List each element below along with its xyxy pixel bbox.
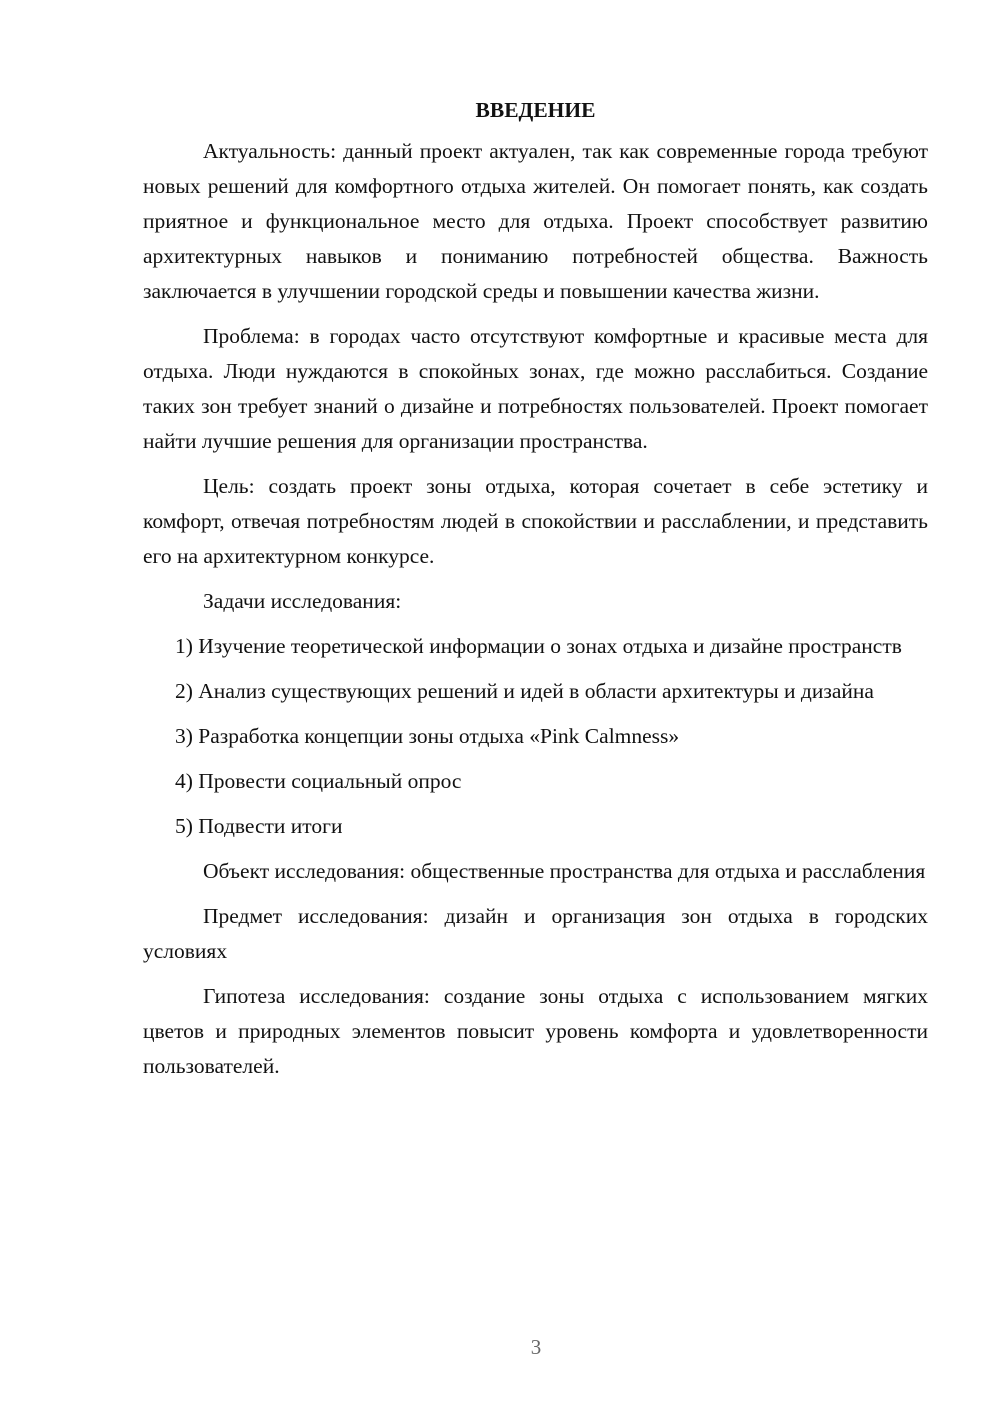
paragraph-tasks-heading: Задачи исследования: bbox=[203, 589, 402, 613]
list-item: 2) Анализ существующих решений и идей в области архитектуры и дизайна bbox=[175, 679, 874, 703]
paragraph-relevance: Актуальность: данный проект актуален, так как современные города требуют новых решений для комфортного отдыха жителей. Он помогает понять, как создать приятное и функциональное место для отдыха. Проект способствует развитию архитектурных навыков и пониманию потребностей общества. Важность заключается в улучшении городской среды и повышении качества жизни. bbox=[143, 139, 928, 303]
paragraph-hypothesis: Гипотеза исследования: создание зоны отдыха с использованием мягких цветов и природных элементов повысит уровень комфорта и удовлетворенности пользователей. bbox=[143, 984, 928, 1078]
paragraph-object: Объект исследования: общественные пространства для отдыха и расслабления bbox=[203, 859, 926, 883]
paragraph-problem: Проблема: в городах часто отсутствуют комфортные и красивые места для отдыха. Люди нуждаются в спокойных зонах, где можно расслабиться. Создание таких зон требует знаний о дизайне и потребностях пользователей. Проект помогает найти лучшие решения для организации пространства. bbox=[143, 324, 928, 453]
list-item: 5) Подвести итоги bbox=[175, 814, 343, 838]
paragraph-subject: Предмет исследования: дизайн и организация зон отдыха в городских условиях bbox=[143, 904, 928, 963]
list-item: 3) Разработка концепции зоны отдыха «Pink Calmness» bbox=[175, 724, 680, 748]
page-content bbox=[143, 93, 928, 1094]
paragraph-goal: Цель: создать проект зоны отдыха, которая сочетает в себе эстетику и комфорт, отвечая потребностям людей в спокойствии и расслаблении, и представить его на архитектурном конкурсе. bbox=[143, 474, 928, 568]
page-number: 3 bbox=[530, 1335, 542, 1359]
list-item: 4) Провести социальный опрос bbox=[175, 769, 462, 793]
section-title: ВВЕДЕНИЕ bbox=[475, 98, 596, 122]
list-item: 1) Изучение теоретической информации о зонах отдыха и дизайне пространств bbox=[175, 634, 902, 658]
